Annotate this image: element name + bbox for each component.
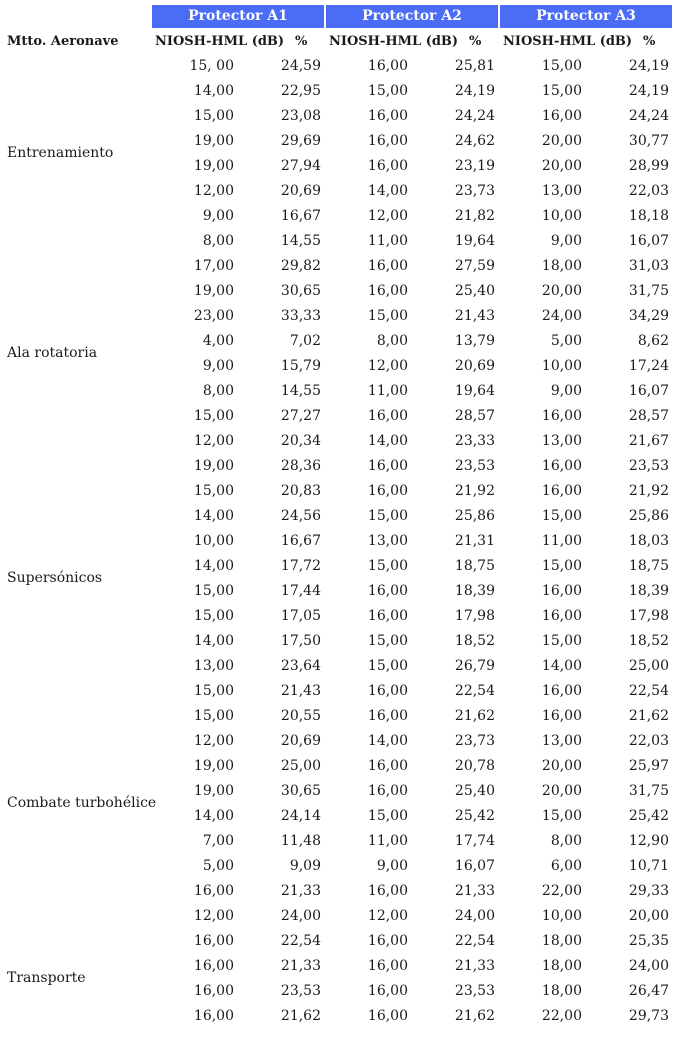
table-cell: 25,42 — [628, 808, 669, 824]
table-row — [0, 655, 677, 680]
table-cell: 20,00 — [541, 758, 582, 774]
table-row — [0, 180, 677, 205]
table-cell: 30,65 — [280, 283, 321, 299]
table-cell: 26,79 — [454, 658, 495, 674]
table-row — [0, 205, 677, 230]
table-row — [0, 280, 677, 305]
table-cell: 15,00 — [193, 608, 234, 624]
table-cell: 14,55 — [280, 383, 321, 399]
table-cell: 20,34 — [280, 433, 321, 449]
table-cell: 24,00 — [280, 908, 321, 924]
table-cell: 11,00 — [541, 533, 582, 549]
table-cell: 12,00 — [193, 183, 234, 199]
table-cell: 24,19 — [628, 83, 669, 99]
table-cell: 25,86 — [628, 508, 669, 524]
table-cell: 15, 00 — [189, 58, 234, 74]
table-cell: 27,94 — [280, 158, 321, 174]
table-cell: 24,19 — [454, 83, 495, 99]
table-cell: 21,43 — [454, 308, 495, 324]
table-cell: 18,00 — [541, 958, 582, 974]
table-row — [0, 680, 677, 705]
table-cell: 21,92 — [628, 483, 669, 499]
table-cell: 25,86 — [454, 508, 495, 524]
table-cell: 15,00 — [193, 483, 234, 499]
table-cell: 31,75 — [628, 283, 669, 299]
table-cell: 19,00 — [193, 758, 234, 774]
group-label: Ala rotatoria — [7, 345, 98, 361]
table-cell: 19,64 — [454, 383, 495, 399]
group-label: Combate turbohélice — [7, 795, 157, 811]
subheader-a3-percent: % — [643, 34, 656, 49]
table-cell: 12,00 — [193, 733, 234, 749]
table-cell: 33,33 — [280, 308, 321, 324]
table-cell: 16,00 — [541, 108, 582, 124]
table-cell: 16,00 — [367, 708, 408, 724]
table-cell: 15,00 — [367, 808, 408, 824]
table-row — [0, 80, 677, 105]
table-row — [0, 955, 677, 980]
table-cell: 15,00 — [541, 83, 582, 99]
table-row — [0, 855, 677, 880]
group-label: Transporte — [7, 970, 86, 986]
table-cell: 20,00 — [541, 783, 582, 799]
table-cell: 21,62 — [280, 1008, 321, 1024]
table-cell: 8,00 — [202, 383, 234, 399]
table-cell: 10,00 — [193, 533, 234, 549]
table-cell: 28,99 — [628, 158, 669, 174]
table-cell: 16,07 — [454, 858, 495, 874]
table-cell: 18,52 — [628, 633, 669, 649]
table-cell: 16,00 — [367, 283, 408, 299]
table-row — [0, 105, 677, 130]
table-cell: 21,67 — [628, 433, 669, 449]
table-cell: 16,00 — [367, 1008, 408, 1024]
table-cell: 30,77 — [628, 133, 669, 149]
table-cell: 29,33 — [628, 883, 669, 899]
table-cell: 28,36 — [280, 458, 321, 474]
table-cell: 11,00 — [367, 833, 408, 849]
table-cell: 9,00 — [550, 383, 582, 399]
table-cell: 19,00 — [193, 158, 234, 174]
table-cell: 23,00 — [193, 308, 234, 324]
table-cell: 11,00 — [367, 233, 408, 249]
table-cell: 23,19 — [454, 158, 495, 174]
table-cell: 18,75 — [628, 558, 669, 574]
table-cell: 21,62 — [454, 1008, 495, 1024]
table-cell: 21,33 — [280, 883, 321, 899]
table-cell: 7,00 — [202, 833, 234, 849]
table-cell: 18,39 — [628, 583, 669, 599]
table-cell: 16,00 — [367, 158, 408, 174]
table-cell: 16,00 — [367, 758, 408, 774]
group-label: Entrenamiento — [7, 145, 114, 161]
table-cell: 13,79 — [454, 333, 495, 349]
table-row — [0, 55, 677, 80]
table-cell: 18,00 — [541, 258, 582, 274]
table-cell: 29,69 — [280, 133, 321, 149]
table-cell: 18,52 — [454, 633, 495, 649]
table-cell: 23,73 — [454, 183, 495, 199]
table-cell: 16,00 — [193, 933, 234, 949]
table-cell: 15,00 — [367, 633, 408, 649]
table-cell: 18,18 — [628, 208, 669, 224]
table-cell: 13,00 — [367, 533, 408, 549]
table-cell: 16,00 — [367, 108, 408, 124]
table-cell: 23,08 — [280, 108, 321, 124]
table-cell: 15,00 — [193, 583, 234, 599]
table-cell: 16,00 — [541, 483, 582, 499]
table-cell: 27,59 — [454, 258, 495, 274]
table-cell: 20,00 — [541, 283, 582, 299]
table-row — [0, 405, 677, 430]
table-cell: 16,00 — [541, 583, 582, 599]
table-cell: 24,00 — [541, 308, 582, 324]
table-row — [0, 980, 677, 1005]
table-cell: 17,98 — [628, 608, 669, 624]
table-cell: 20,69 — [280, 183, 321, 199]
table-cell: 13,00 — [193, 658, 234, 674]
table-cell: 5,00 — [202, 858, 234, 874]
table-row — [0, 530, 677, 555]
table-cell: 12,90 — [628, 833, 669, 849]
table-cell: 15,00 — [541, 633, 582, 649]
table-cell: 22,54 — [454, 933, 495, 949]
table-cell: 17,74 — [454, 833, 495, 849]
table-cell: 15,00 — [367, 558, 408, 574]
table-cell: 24,14 — [280, 808, 321, 824]
table-cell: 15,00 — [367, 508, 408, 524]
table-cell: 15,00 — [541, 58, 582, 74]
table-row — [0, 880, 677, 905]
table-cell: 23,53 — [454, 983, 495, 999]
row-label-header: Mtto. Aeronave — [7, 34, 119, 49]
table-cell: 16,00 — [367, 608, 408, 624]
table-cell: 28,57 — [454, 408, 495, 424]
table-row — [0, 905, 677, 930]
table-cell: 15,00 — [193, 708, 234, 724]
group-label: Supersónicos — [7, 570, 103, 586]
table-cell: 16,00 — [367, 683, 408, 699]
table-cell: 16,00 — [367, 933, 408, 949]
table-cell: 10,00 — [541, 358, 582, 374]
table-cell: 21,92 — [454, 483, 495, 499]
table-cell: 14,00 — [193, 508, 234, 524]
table-cell: 21,33 — [454, 883, 495, 899]
table-cell: 19,00 — [193, 783, 234, 799]
table-row — [0, 505, 677, 530]
table-cell: 14,00 — [193, 633, 234, 649]
table-cell: 16,00 — [367, 483, 408, 499]
table-cell: 23,53 — [454, 458, 495, 474]
table-cell: 12,00 — [367, 208, 408, 224]
table-cell: 16,00 — [367, 58, 408, 74]
table-cell: 14,55 — [280, 233, 321, 249]
table-cell: 18,03 — [628, 533, 669, 549]
table-cell: 6,00 — [550, 858, 582, 874]
table-cell: 17,72 — [280, 558, 321, 574]
table-cell: 24,00 — [628, 958, 669, 974]
table-cell: 16,00 — [193, 883, 234, 899]
table-cell: 24,24 — [628, 108, 669, 124]
table-cell: 9,00 — [202, 358, 234, 374]
table-row — [0, 430, 677, 455]
table-cell: 15,00 — [367, 308, 408, 324]
table-cell: 16,67 — [280, 533, 321, 549]
table-cell: 8,00 — [550, 833, 582, 849]
table-cell: 17,00 — [193, 258, 234, 274]
table-row — [0, 455, 677, 480]
table-cell: 25,40 — [454, 283, 495, 299]
table-row — [0, 255, 677, 280]
table-cell: 15,00 — [193, 108, 234, 124]
table-cell: 17,05 — [280, 608, 321, 624]
table-cell: 14,00 — [193, 808, 234, 824]
table-cell: 16,00 — [541, 683, 582, 699]
table-cell: 13,00 — [541, 433, 582, 449]
table-cell: 16,00 — [367, 133, 408, 149]
table-cell: 18,00 — [541, 983, 582, 999]
table-cell: 16,67 — [280, 208, 321, 224]
table-row — [0, 605, 677, 630]
table-cell: 23,53 — [628, 458, 669, 474]
table-cell: 5,00 — [550, 333, 582, 349]
table-cell: 23,33 — [454, 433, 495, 449]
table-cell: 24,62 — [454, 133, 495, 149]
table-cell: 20,78 — [454, 758, 495, 774]
table-cell: 16,00 — [367, 958, 408, 974]
table-cell: 15,00 — [541, 808, 582, 824]
table-cell: 14,00 — [193, 558, 234, 574]
table-cell: 11,48 — [280, 833, 321, 849]
table-cell: 22,54 — [280, 933, 321, 949]
table-cell: 14,00 — [541, 658, 582, 674]
table-cell: 15,00 — [367, 658, 408, 674]
table-cell: 16,00 — [193, 1008, 234, 1024]
table-cell: 15,00 — [367, 83, 408, 99]
table-cell: 28,57 — [628, 408, 669, 424]
table-cell: 25,81 — [454, 58, 495, 74]
table-cell: 9,00 — [376, 858, 408, 874]
table-cell: 16,07 — [628, 233, 669, 249]
table-cell: 25,40 — [454, 783, 495, 799]
table-cell: 31,75 — [628, 783, 669, 799]
table-cell: 12,00 — [193, 908, 234, 924]
table-cell: 20,00 — [541, 133, 582, 149]
table-cell: 16,00 — [367, 983, 408, 999]
table-cell: 30,65 — [280, 783, 321, 799]
table-cell: 17,24 — [628, 358, 669, 374]
table-cell: 22,54 — [628, 683, 669, 699]
table-cell: 17,50 — [280, 633, 321, 649]
table-cell: 21,43 — [280, 683, 321, 699]
table-cell: 16,07 — [628, 383, 669, 399]
table-cell: 10,71 — [628, 858, 669, 874]
table-cell: 16,00 — [541, 608, 582, 624]
table-row — [0, 705, 677, 730]
table-cell: 23,53 — [280, 983, 321, 999]
table-cell: 19,64 — [454, 233, 495, 249]
subheader-a1-percent: % — [295, 34, 308, 49]
table-cell: 9,00 — [202, 208, 234, 224]
table-cell: 16,00 — [367, 583, 408, 599]
table-cell: 19,00 — [193, 458, 234, 474]
header-protector-a2: Protector A2 — [326, 5, 498, 28]
table-cell: 16,00 — [367, 408, 408, 424]
table-row — [0, 380, 677, 405]
table-cell: 14,00 — [367, 433, 408, 449]
table-cell: 15,00 — [541, 558, 582, 574]
header-protector-a1: Protector A1 — [152, 5, 324, 28]
header-protector-a3: Protector A3 — [500, 5, 672, 28]
table-row — [0, 630, 677, 655]
table-cell: 21,31 — [454, 533, 495, 549]
table-row — [0, 930, 677, 955]
table-cell: 20,69 — [280, 733, 321, 749]
table-cell: 24,56 — [280, 508, 321, 524]
table-cell: 20,00 — [628, 908, 669, 924]
table-cell: 21,33 — [454, 958, 495, 974]
table-cell: 16,00 — [367, 258, 408, 274]
table-cell: 21,82 — [454, 208, 495, 224]
table-cell: 16,00 — [541, 408, 582, 424]
table-cell: 16,00 — [367, 458, 408, 474]
table-cell: 25,35 — [628, 933, 669, 949]
table-cell: 29,82 — [280, 258, 321, 274]
table-header-row — [0, 5, 677, 28]
table-cell: 8,00 — [202, 233, 234, 249]
table-cell: 21,62 — [628, 708, 669, 724]
table-cell: 20,83 — [280, 483, 321, 499]
table-cell: 12,00 — [367, 908, 408, 924]
table-cell: 24,24 — [454, 108, 495, 124]
table-cell: 12,00 — [193, 433, 234, 449]
table-row — [0, 480, 677, 505]
table-cell: 19,00 — [193, 133, 234, 149]
table-cell: 25,97 — [628, 758, 669, 774]
table-cell: 17,98 — [454, 608, 495, 624]
table-cell: 20,00 — [541, 158, 582, 174]
subheader-a2-percent: % — [469, 34, 482, 49]
table-cell: 11,00 — [367, 383, 408, 399]
table-cell: 16,00 — [193, 983, 234, 999]
table-cell: 14,00 — [367, 183, 408, 199]
table-cell: 15,00 — [193, 408, 234, 424]
table-cell: 13,00 — [541, 733, 582, 749]
table-cell: 16,00 — [367, 883, 408, 899]
table-cell: 23,73 — [454, 733, 495, 749]
table-cell: 24,19 — [628, 58, 669, 74]
table-row — [0, 730, 677, 755]
table-row — [0, 330, 677, 355]
table-cell: 16,00 — [541, 458, 582, 474]
table-cell: 9,00 — [550, 233, 582, 249]
table-cell: 12,00 — [367, 358, 408, 374]
table-cell: 25,00 — [280, 758, 321, 774]
table-cell: 18,39 — [454, 583, 495, 599]
table-subheader-row — [0, 30, 677, 54]
table-cell: 8,62 — [637, 333, 669, 349]
table-row — [0, 355, 677, 380]
table-cell: 29,73 — [628, 1008, 669, 1024]
table-cell: 18,00 — [541, 933, 582, 949]
table-cell: 22,03 — [628, 183, 669, 199]
table-cell: 10,00 — [541, 208, 582, 224]
table-cell: 22,03 — [628, 733, 669, 749]
table-cell: 23,64 — [280, 658, 321, 674]
table-row — [0, 230, 677, 255]
table-cell: 20,55 — [280, 708, 321, 724]
table-cell: 15,00 — [541, 508, 582, 524]
table-cell: 15,00 — [193, 683, 234, 699]
table-row — [0, 1005, 677, 1030]
subheader-a1-niosh: NIOSH-HML (dB) — [155, 34, 285, 49]
table-cell: 10,00 — [541, 908, 582, 924]
table-cell: 16,00 — [193, 958, 234, 974]
table-cell: 4,00 — [202, 333, 234, 349]
table-cell: 26,47 — [628, 983, 669, 999]
table-cell: 25,42 — [454, 808, 495, 824]
table-cell: 16,00 — [367, 783, 408, 799]
table-cell: 17,44 — [280, 583, 321, 599]
table-row — [0, 755, 677, 780]
table-cell: 34,29 — [628, 308, 669, 324]
table-cell: 18,75 — [454, 558, 495, 574]
table-cell: 21,33 — [280, 958, 321, 974]
table-cell: 24,59 — [280, 58, 321, 74]
table-cell: 14,00 — [193, 83, 234, 99]
table-cell: 14,00 — [367, 733, 408, 749]
table-cell: 22,54 — [454, 683, 495, 699]
table-cell: 16,00 — [541, 708, 582, 724]
subheader-a3-niosh: NIOSH-HML (dB) — [503, 34, 633, 49]
table-cell: 8,00 — [376, 333, 408, 349]
table-row — [0, 305, 677, 330]
table-cell: 22,00 — [541, 1008, 582, 1024]
table-row — [0, 830, 677, 855]
table-cell: 15,79 — [280, 358, 321, 374]
table-cell: 7,02 — [289, 333, 321, 349]
table-cell: 24,00 — [454, 908, 495, 924]
table-cell: 22,00 — [541, 883, 582, 899]
table-cell: 21,62 — [454, 708, 495, 724]
table-cell: 31,03 — [628, 258, 669, 274]
table-cell: 19,00 — [193, 283, 234, 299]
table-cell: 13,00 — [541, 183, 582, 199]
table-cell: 25,00 — [628, 658, 669, 674]
table-cell: 27,27 — [280, 408, 321, 424]
table-cell: 22,95 — [280, 83, 321, 99]
subheader-a2-niosh: NIOSH-HML (dB) — [329, 34, 459, 49]
table-cell: 20,69 — [454, 358, 495, 374]
table-cell: 9,09 — [289, 858, 321, 874]
